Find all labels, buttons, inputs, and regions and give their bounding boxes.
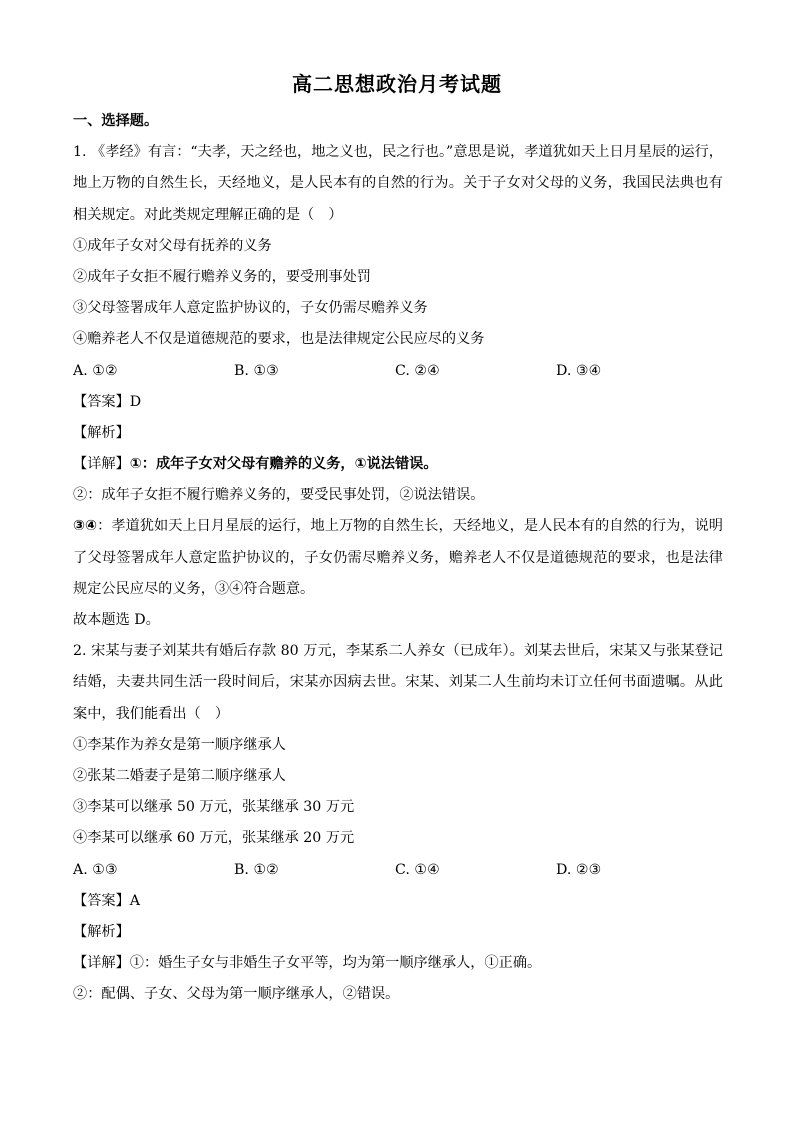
question-2-answer	[73, 886, 723, 917]
detail-label: 【详解】	[73, 955, 130, 972]
option-c: C. ②④	[395, 362, 440, 379]
detail-text: ①：成年子女对父母有赡养的义务，	[129, 456, 355, 473]
answer-label: 【答案】	[73, 892, 130, 909]
question-1-analysis-label: 【解析】	[73, 424, 130, 441]
detail-text: ①：婚生子女与非婚生子女平等，均为第一顺序继承人，①正确。	[129, 955, 542, 972]
question-1-item: ④赡养老人不仅是道德规范的要求，也是法律规定公民应尽的义务	[73, 331, 485, 348]
detail-text: ：孝道犹如天上日月星辰的运行，地上万物的自然生长，天经地义，是人民本有的自然的行为，说明了父母签署成年人意定监护协议的，子女仍需尽赡养义务，赡养老人不仅是道德规范的要求，也是法律规定公民应尽的义务，③④符合题意。	[73, 518, 723, 597]
question-2-options	[73, 855, 723, 886]
question-2-detail-1	[73, 948, 723, 979]
question-1-conclusion: 故本题选 D。	[73, 612, 160, 629]
page-title: 高二思想政治月考试题	[292, 72, 502, 96]
question-1-options	[73, 356, 723, 387]
question-1-detail-34	[73, 511, 723, 605]
question-1-item: ②成年子女拒不履行赡养义务的，要受刑事处罚	[73, 268, 371, 285]
question-2-detail-2: ②：配偶、子女、父母为第一顺序继承人，②错误。	[73, 986, 400, 1003]
question-2-item: ③李某可以继承 50 万元，张某继承 30 万元	[73, 799, 355, 816]
document-content	[73, 106, 723, 1011]
option-d: D. ②③	[556, 861, 602, 878]
question-2-item: ①李某作为养女是第一顺序继承人	[73, 736, 286, 753]
answer-label: 【答案】	[73, 393, 130, 410]
section-heading: 一、选择题。	[73, 113, 159, 129]
answer-value: D	[129, 393, 142, 410]
detail-label: 【详解】	[73, 456, 130, 473]
question-1-item: ①成年子女对父母有抚养的义务	[73, 237, 272, 254]
question-1-detail-1	[73, 449, 723, 480]
question-2-item: ②张某二婚妻子是第二顺序继承人	[73, 768, 286, 785]
option-c: C. ①④	[395, 861, 440, 878]
option-d: D. ③④	[556, 362, 602, 379]
question-1-answer	[73, 387, 723, 418]
answer-value: A	[129, 892, 141, 909]
detail-prefix: ③④	[73, 518, 98, 535]
question-2-item: ④李某可以继承 60 万元，张某继承 20 万元	[73, 830, 355, 847]
option-a: A. ①②	[73, 362, 118, 379]
question-1-detail-2: ②：成年子女拒不履行赡养义务的，要受民事处罚，②说法错误。	[73, 487, 485, 504]
question-2-stem: 2. 宋某与妻子刘某共有婚后存款 80 万元，李某系二人养女（已成年）。刘某去世后，宋某又与张某登记结婚，夫妻共同生活一段时间后，宋某亦因病去世。宋某、刘某二人生前均未订立任何书面遗嘱。从此案中，我们能看出（ ）	[73, 643, 723, 722]
question-2-analysis-label: 【解析】	[73, 924, 130, 941]
question-1-item: ③父母签署成年人意定监护协议的，子女仍需尽赡养义务	[73, 300, 428, 317]
option-b: B. ①②	[234, 861, 279, 878]
option-b: B. ①③	[234, 362, 279, 379]
question-1-stem: 1. 《孝经》有言：“夫孝，天之经也，地之义也，民之行也。”意思是说，孝道犹如天上日月星辰的运行，地上万物的自然生长，天经地义，是人民本有的自然的行为。关于子女对父母的义务，我国民法典也有相关规定。对此类规定理解正确的是（ ）	[73, 144, 723, 223]
detail-text: ①说法错误。	[354, 456, 438, 473]
option-a: A. ①③	[73, 861, 118, 878]
